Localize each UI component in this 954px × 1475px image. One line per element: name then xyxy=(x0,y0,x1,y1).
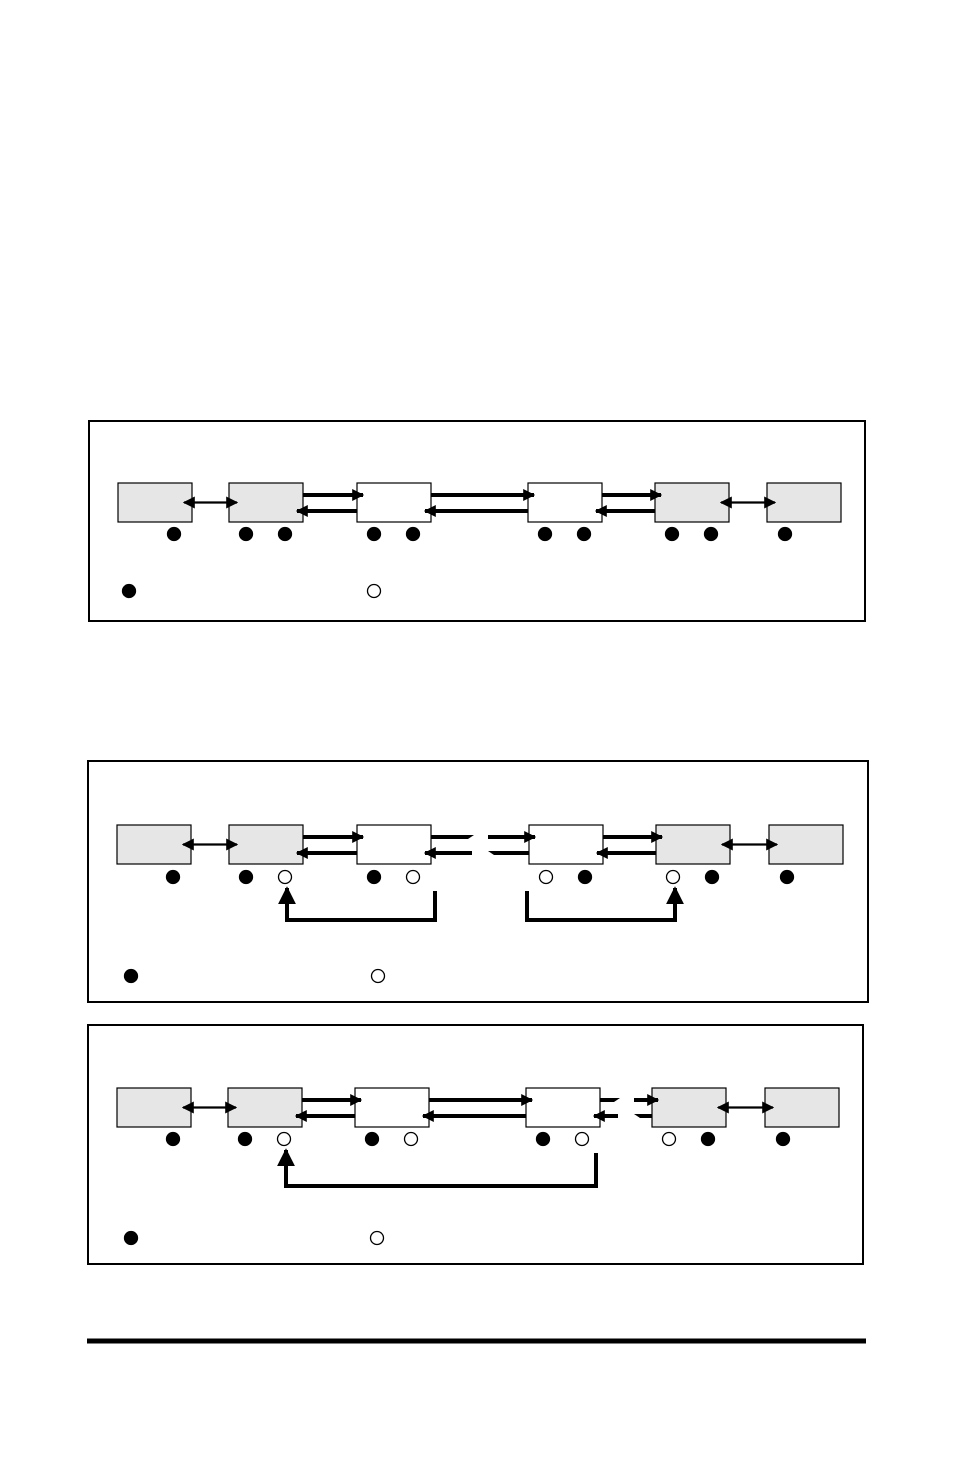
legend-indicator-filled xyxy=(125,970,138,983)
indicator-filled xyxy=(167,1133,180,1146)
node-box xyxy=(229,825,303,864)
node-box xyxy=(528,483,602,522)
indicator-filled xyxy=(239,1133,252,1146)
indicator-filled xyxy=(240,528,253,541)
node-box xyxy=(655,483,729,522)
node-box xyxy=(117,1088,191,1127)
indicator-filled xyxy=(705,528,718,541)
node-box xyxy=(652,1088,726,1127)
node-box xyxy=(769,825,843,864)
indicator-open xyxy=(279,871,292,884)
indicator-open xyxy=(278,1133,291,1146)
diagram-frame xyxy=(89,421,865,621)
diagram-edge-link-fault xyxy=(88,1025,863,1264)
node-box xyxy=(228,1088,302,1127)
loopback-arrow xyxy=(527,888,675,920)
broken-link-segment xyxy=(431,835,474,839)
indicator-filled xyxy=(777,1133,790,1146)
node-box xyxy=(765,1088,839,1127)
legend-indicator-open xyxy=(372,970,385,983)
node-box xyxy=(229,483,303,522)
node-box xyxy=(656,825,730,864)
node-box xyxy=(767,483,841,522)
indicator-filled xyxy=(578,528,591,541)
diagram-normal-operation xyxy=(89,421,865,621)
node-box xyxy=(357,825,431,864)
indicator-filled xyxy=(702,1133,715,1146)
node-box xyxy=(357,483,431,522)
legend-indicator-filled xyxy=(125,1232,138,1245)
loopback-arrow xyxy=(287,888,435,920)
legend-indicator-open xyxy=(371,1232,384,1245)
indicator-filled xyxy=(167,871,180,884)
indicator-filled xyxy=(579,871,592,884)
legend-indicator-open xyxy=(368,585,381,598)
indicator-filled xyxy=(168,528,181,541)
indicator-open xyxy=(407,871,420,884)
node-box xyxy=(526,1088,600,1127)
node-box xyxy=(117,825,191,864)
node-box xyxy=(355,1088,429,1127)
indicator-open xyxy=(405,1133,418,1146)
node-box xyxy=(118,483,192,522)
indicator-filled xyxy=(781,871,794,884)
indicator-filled xyxy=(537,1133,550,1146)
indicator-filled xyxy=(366,1133,379,1146)
broken-link-segment xyxy=(634,1114,652,1118)
indicator-filled xyxy=(706,871,719,884)
indicator-open xyxy=(540,871,553,884)
indicator-open xyxy=(576,1133,589,1146)
legend-indicator-filled xyxy=(123,585,136,598)
indicator-filled xyxy=(779,528,792,541)
loopback-arrow xyxy=(286,1150,596,1186)
indicator-filled xyxy=(407,528,420,541)
indicator-filled xyxy=(666,528,679,541)
indicator-open xyxy=(663,1133,676,1146)
indicator-filled xyxy=(539,528,552,541)
diagram-center-link-fault xyxy=(88,761,868,1002)
indicator-filled xyxy=(240,871,253,884)
diagram-frame xyxy=(88,761,868,1002)
indicator-filled xyxy=(368,871,381,884)
indicator-filled xyxy=(368,528,381,541)
broken-link-segment xyxy=(600,1098,620,1102)
broken-link-segment xyxy=(488,851,529,855)
diagram-frame xyxy=(88,1025,863,1264)
node-box xyxy=(529,825,603,864)
indicator-open xyxy=(667,871,680,884)
indicator-filled xyxy=(279,528,292,541)
